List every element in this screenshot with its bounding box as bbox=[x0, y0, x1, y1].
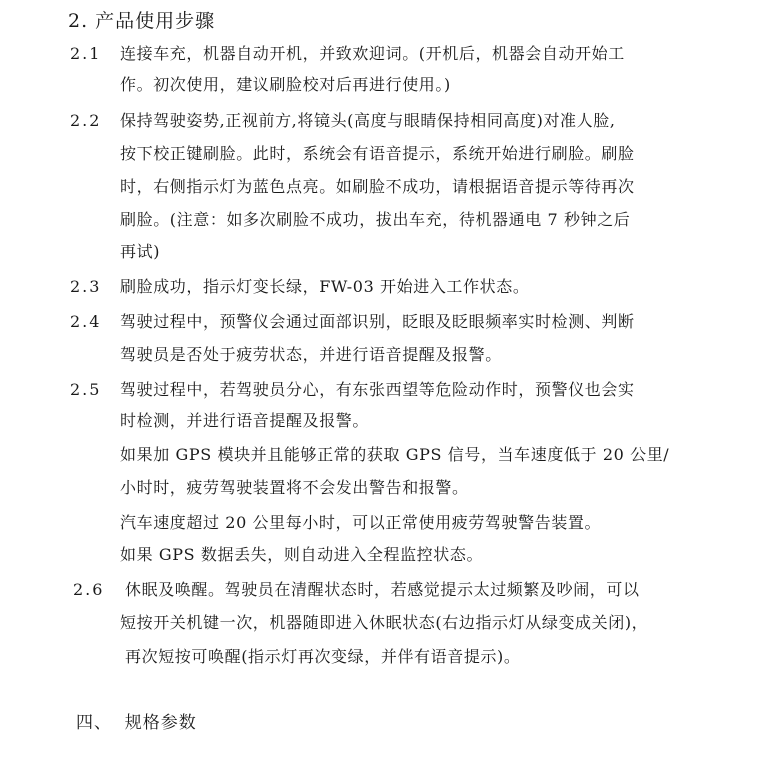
step-2-3-line-1: 刷脸成功，指示灯变长绿，FW-03 开始进入工作状态。 bbox=[120, 277, 530, 296]
step-2-5-line-6: 如果 GPS 数据丢失，则自动进入全程监控状态。 bbox=[120, 545, 484, 564]
step-number-2-2: 2.2 bbox=[70, 111, 102, 130]
step-2-5-line-1: 驾驶过程中，若驾驶员分心，有东张西望等危险动作时，预警仪也会实 bbox=[120, 380, 635, 399]
step-2-2-line-5: 再试) bbox=[120, 242, 161, 261]
step-2-4-line-2: 驾驶员是否处于疲劳状态，并进行语音提醒及报警。 bbox=[120, 345, 502, 364]
step-number-2-6: 2.6 bbox=[73, 580, 105, 599]
section-title: 2. 产品使用步骤 bbox=[68, 10, 216, 32]
step-2-2-line-1: 保持驾驶姿势,正视前方,将镜头(高度与眼睛保持相同高度)对准人脸, bbox=[120, 111, 616, 130]
step-number-2-4: 2.4 bbox=[70, 312, 102, 331]
step-2-2-line-2: 按下校正键刷脸。此时，系统会有语音提示，系统开始进行刷脸。刷脸 bbox=[120, 144, 635, 163]
step-2-6-line-2: 短按开关机键一次，机器随即进入休眠状态(右边指示灯从绿变成关闭)， bbox=[120, 613, 649, 632]
step-number-2-3: 2.3 bbox=[70, 277, 102, 296]
step-2-1-line-1: 连接车充，机器自动开机，并致欢迎词。(开机后，机器会自动开始工 bbox=[120, 44, 625, 63]
step-2-1-line-2: 作。初次使用，建议刷脸校对后再进行使用。) bbox=[120, 75, 451, 94]
step-2-6-line-1: 休眠及唤醒。驾驶员在清醒状态时，若感觉提示太过频繁及吵闹，可以 bbox=[125, 580, 640, 599]
step-2-5-line-4: 小时时，疲劳驾驶装置将不会发出警告和报警。 bbox=[120, 478, 469, 497]
step-2-6-line-3: 再次短按可唤醒(指示灯再次变绿，并伴有语音提示)。 bbox=[125, 647, 521, 666]
next-section-title: 四、 规格参数 bbox=[76, 713, 197, 733]
step-2-5-line-5: 汽车速度超过 20 公里每小时，可以正常使用疲劳驾驶警告装置。 bbox=[120, 513, 602, 532]
step-number-2-1: 2.1 bbox=[70, 44, 102, 63]
step-2-5-line-3: 如果加 GPS 模块并且能够正常的获取 GPS 信号，当车速度低于 20 公里/ bbox=[120, 445, 670, 464]
step-2-4-line-1: 驾驶过程中，预警仪会通过面部识别，眨眼及眨眼频率实时检测、判断 bbox=[120, 312, 635, 331]
step-2-2-line-3: 时，右侧指示灯为蓝色点亮。如刷脸不成功，请根据语音提示等待再次 bbox=[120, 177, 635, 196]
step-2-5-line-2: 时检测，并进行语音提醒及报警。 bbox=[120, 411, 370, 430]
step-2-2-line-4: 刷脸。(注意：如多次刷脸不成功，拔出车充，待机器通电 7 秒钟之后 bbox=[120, 210, 631, 229]
step-number-2-5: 2.5 bbox=[70, 380, 102, 399]
